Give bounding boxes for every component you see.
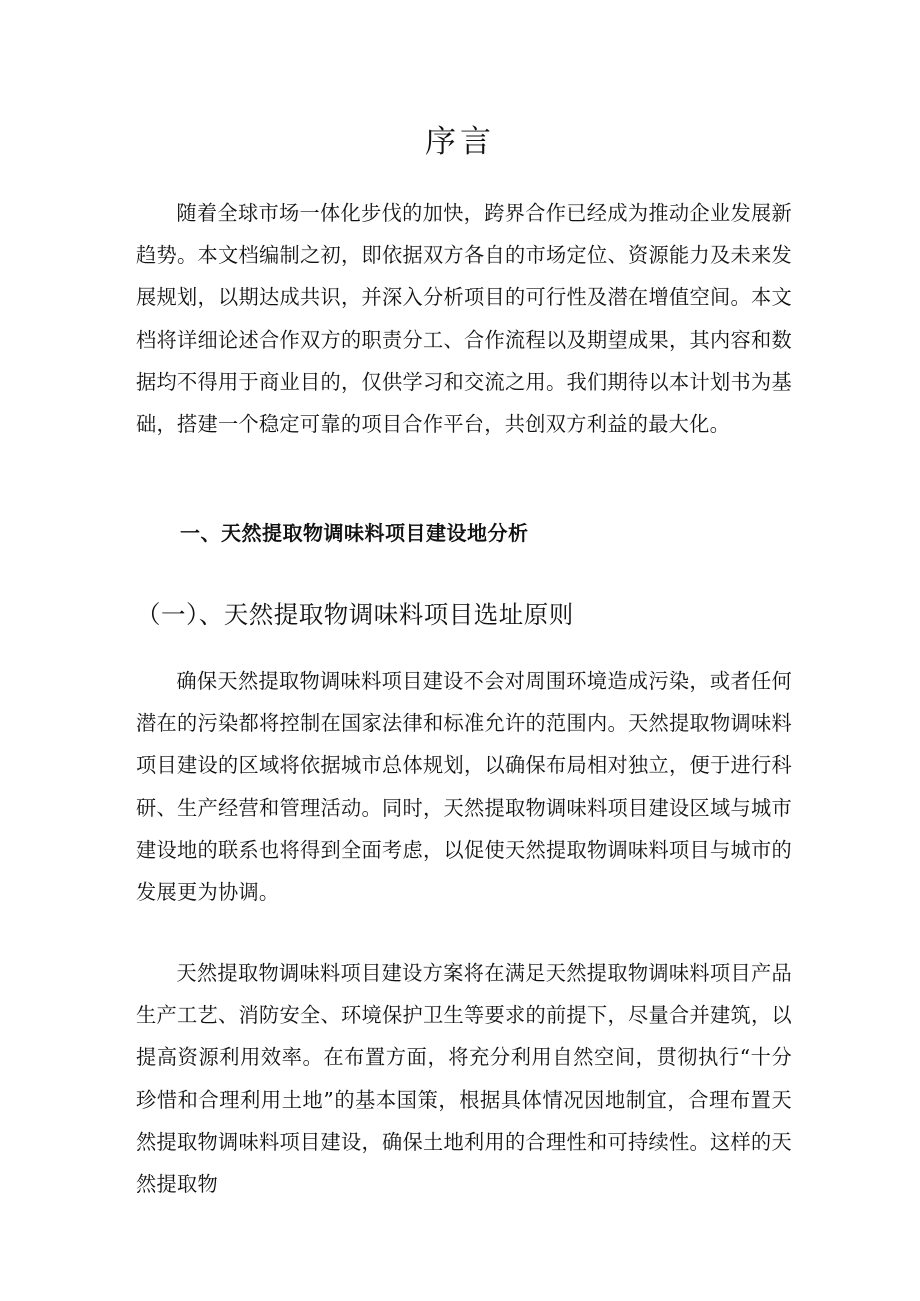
section-heading: 一、天然提取物调味料项目建设地分析 <box>180 521 529 545</box>
preface-paragraph: 随着全球市场一体化步伐的加快，跨界合作已经成为推动企业发展新趋势。本文档编制之初，即依据双方各自的市场定位、资源能力及未来发展规划，以期达成共识，并深入分析项目的可行性及潜在增值空间。本文档将详细论述合作双方的职责分工、合作流程以及期望成果，其内容和数据均不得用于商业目的，仅供学习和交流之用。我们期待以本计划书为基础，搭建一个稳定可靠的项目合作平台，共创双方利益的最大化。 <box>136 201 792 437</box>
body-paragraph-2: 天然提取物调味料项目建设方案将在满足天然提取物调味料项目产品生产工艺、消防安全、环境保护卫生等要求的前提下，尽量合并建筑，以提高资源利用效率。在布置方面，将充分利用自然空间，贯彻执行“十分珍惜和合理利用土地”的基本国策，根据具体情况因地制宜，合理布置天然提取物调味料项目建设，确保土地利用的合理性和可持续性。这样的天然提取物 <box>136 961 792 1197</box>
document-title: 序言 <box>425 124 495 160</box>
body-paragraph-1: 确保天然提取物调味料项目建设不会对周围环境造成污染，或者任何潜在的污染都将控制在国家法律和标准允许的范围内。天然提取物调味料项目建设的区域将依据城市总体规划，以确保布局相对独立，便于进行科研、生产经营和管理活动。同时，天然提取物调味料项目建设区域与城市建设地的联系也将得到全面考虑，以促使天然提取物调味料项目与城市的发展更为协调。 <box>136 669 792 905</box>
subsection-heading: （一）、天然提取物调味料项目选址原则 <box>136 600 574 629</box>
